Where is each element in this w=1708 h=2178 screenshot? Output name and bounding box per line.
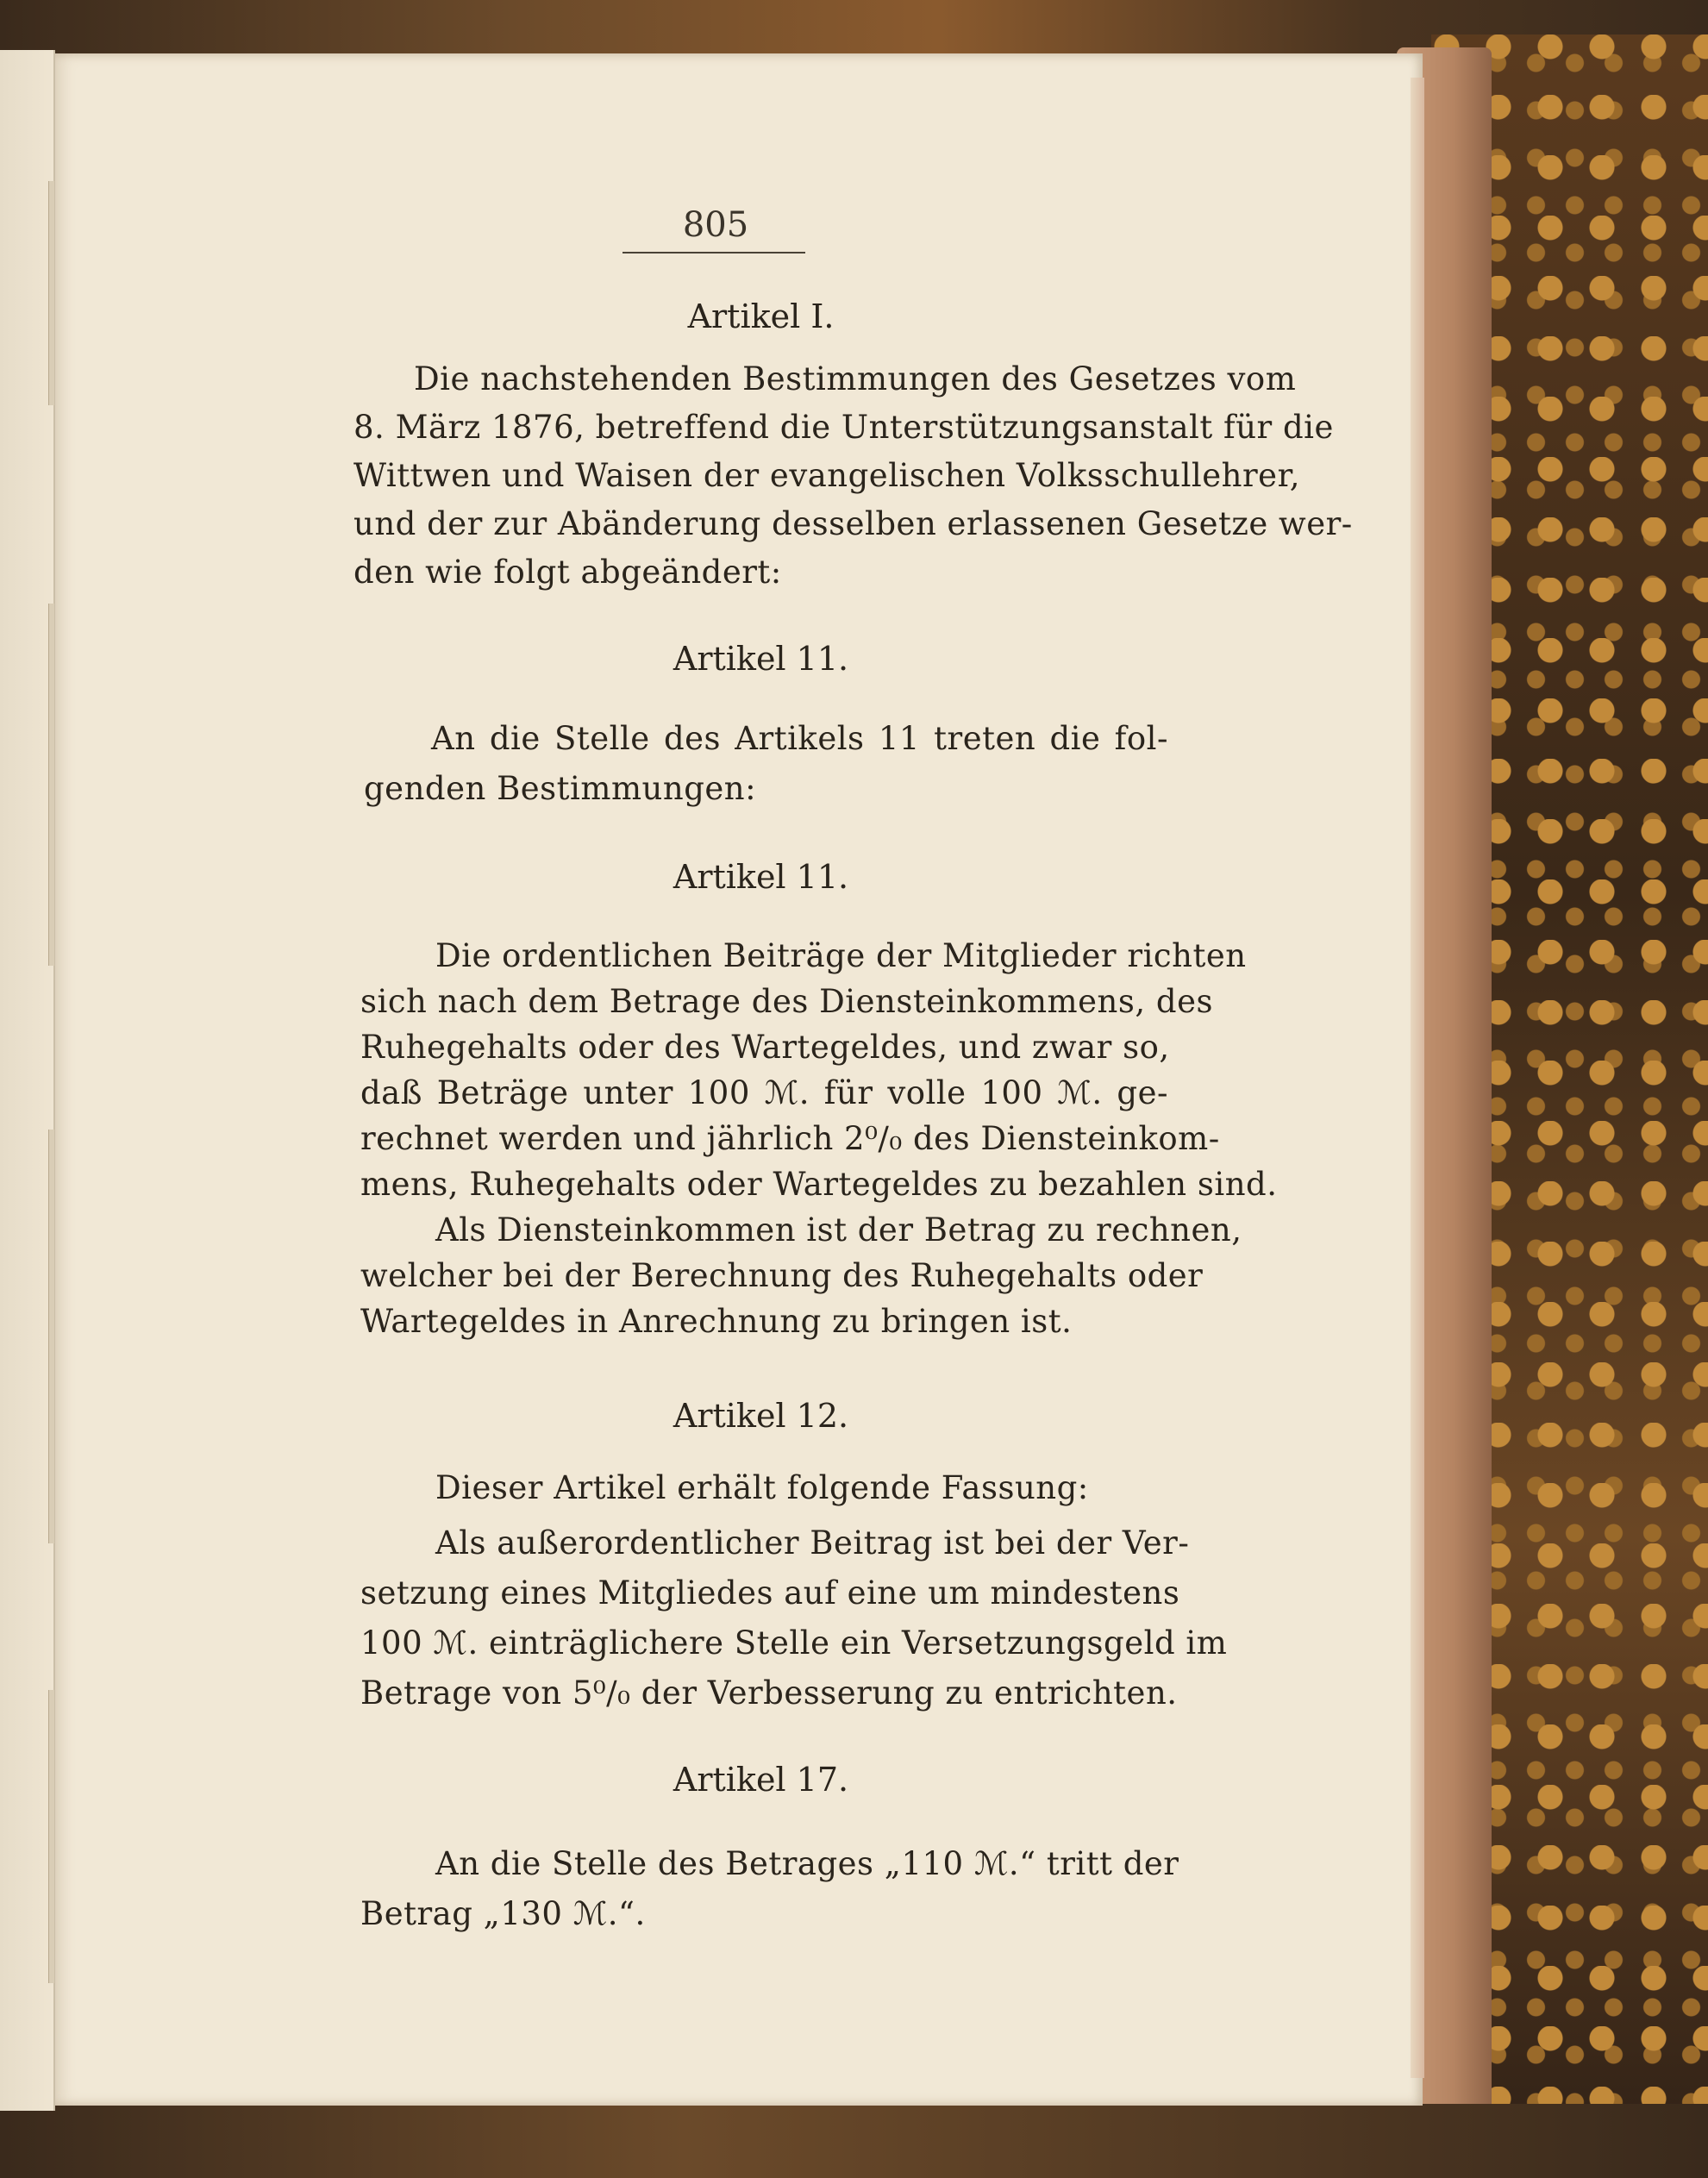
page-number: 805 (682, 205, 749, 245)
section-heading: Artikel 11. (673, 858, 849, 896)
text-line: setzung eines Mitgliedes auf eine um mindestens (360, 1574, 1180, 1612)
text-line: Wittwen und Waisen der evangelischen Volksschullehrer, (353, 457, 1300, 494)
text-line: sich nach dem Betrage des Diensteinkommens, des (360, 983, 1213, 1020)
section-heading: Artikel I. (687, 297, 835, 335)
text-line: den wie folgt abgeändert: (353, 554, 782, 591)
text-line: Die ordentlichen Beiträge der Mitglieder richten (435, 937, 1247, 974)
text-line: An die Stelle des Artikels 11 treten die fol- (431, 720, 1168, 757)
section-heading: Artikel 17. (673, 1761, 849, 1799)
text-line: Dieser Artikel erhält folgende Fassung: (435, 1469, 1089, 1506)
binding-stitch (48, 1130, 54, 1543)
left-page-edge (0, 50, 55, 2111)
text-line: 8. März 1876, betreffend die Unterstützungsanstalt für die (353, 409, 1334, 446)
text-line: welcher bei der Berechnung des Ruhegehalts oder (360, 1257, 1204, 1294)
text-line: Betrag „130 ℳ.“. (360, 1895, 646, 1932)
binding-stitch (48, 181, 54, 405)
text-line: Wartegeldes in Anrechnung zu bringen ist. (360, 1303, 1073, 1340)
text-line: genden Bestimmungen: (364, 770, 757, 807)
text-line: mens, Ruhegehalts oder Wartegeldes zu bezahlen sind. (360, 1166, 1278, 1203)
binding-stitch (48, 1690, 54, 1983)
text-line: Als Diensteinkommen ist der Betrag zu rechnen, (435, 1211, 1242, 1249)
header-rule (623, 252, 805, 253)
text-line: Als außerordentlicher Beitrag ist bei der Ver- (435, 1524, 1190, 1562)
text-line: rechnet werden und jährlich 2⁰/₀ des Diensteinkom- (360, 1120, 1220, 1157)
text-line: An die Stelle des Betrages „110 ℳ.“ tritt der (435, 1845, 1179, 1882)
text-line: Betrage von 5⁰/₀ der Verbesserung zu entrichten. (360, 1674, 1178, 1712)
text-line: Ruhegehalts oder des Wartegeldes, und zwar so, (360, 1029, 1170, 1066)
section-heading: Artikel 12. (673, 1397, 849, 1435)
book-cover-bottom (0, 2104, 1708, 2178)
text-line: Die nachstehenden Bestimmungen des Gesetzes vom (414, 360, 1297, 397)
text-line: und der zur Abänderung desselben erlassenen Gesetze wer- (353, 505, 1353, 542)
text-line: daß Beträge unter 100 ℳ. für volle 100 ℳ. ge- (360, 1074, 1168, 1111)
binding-stitch (48, 604, 54, 966)
page-fore-edge (1411, 78, 1424, 2078)
section-heading: Artikel 11. (673, 640, 849, 678)
text-line: 100 ℳ. einträglichere Stelle ein Versetzungsgeld im (360, 1624, 1228, 1662)
